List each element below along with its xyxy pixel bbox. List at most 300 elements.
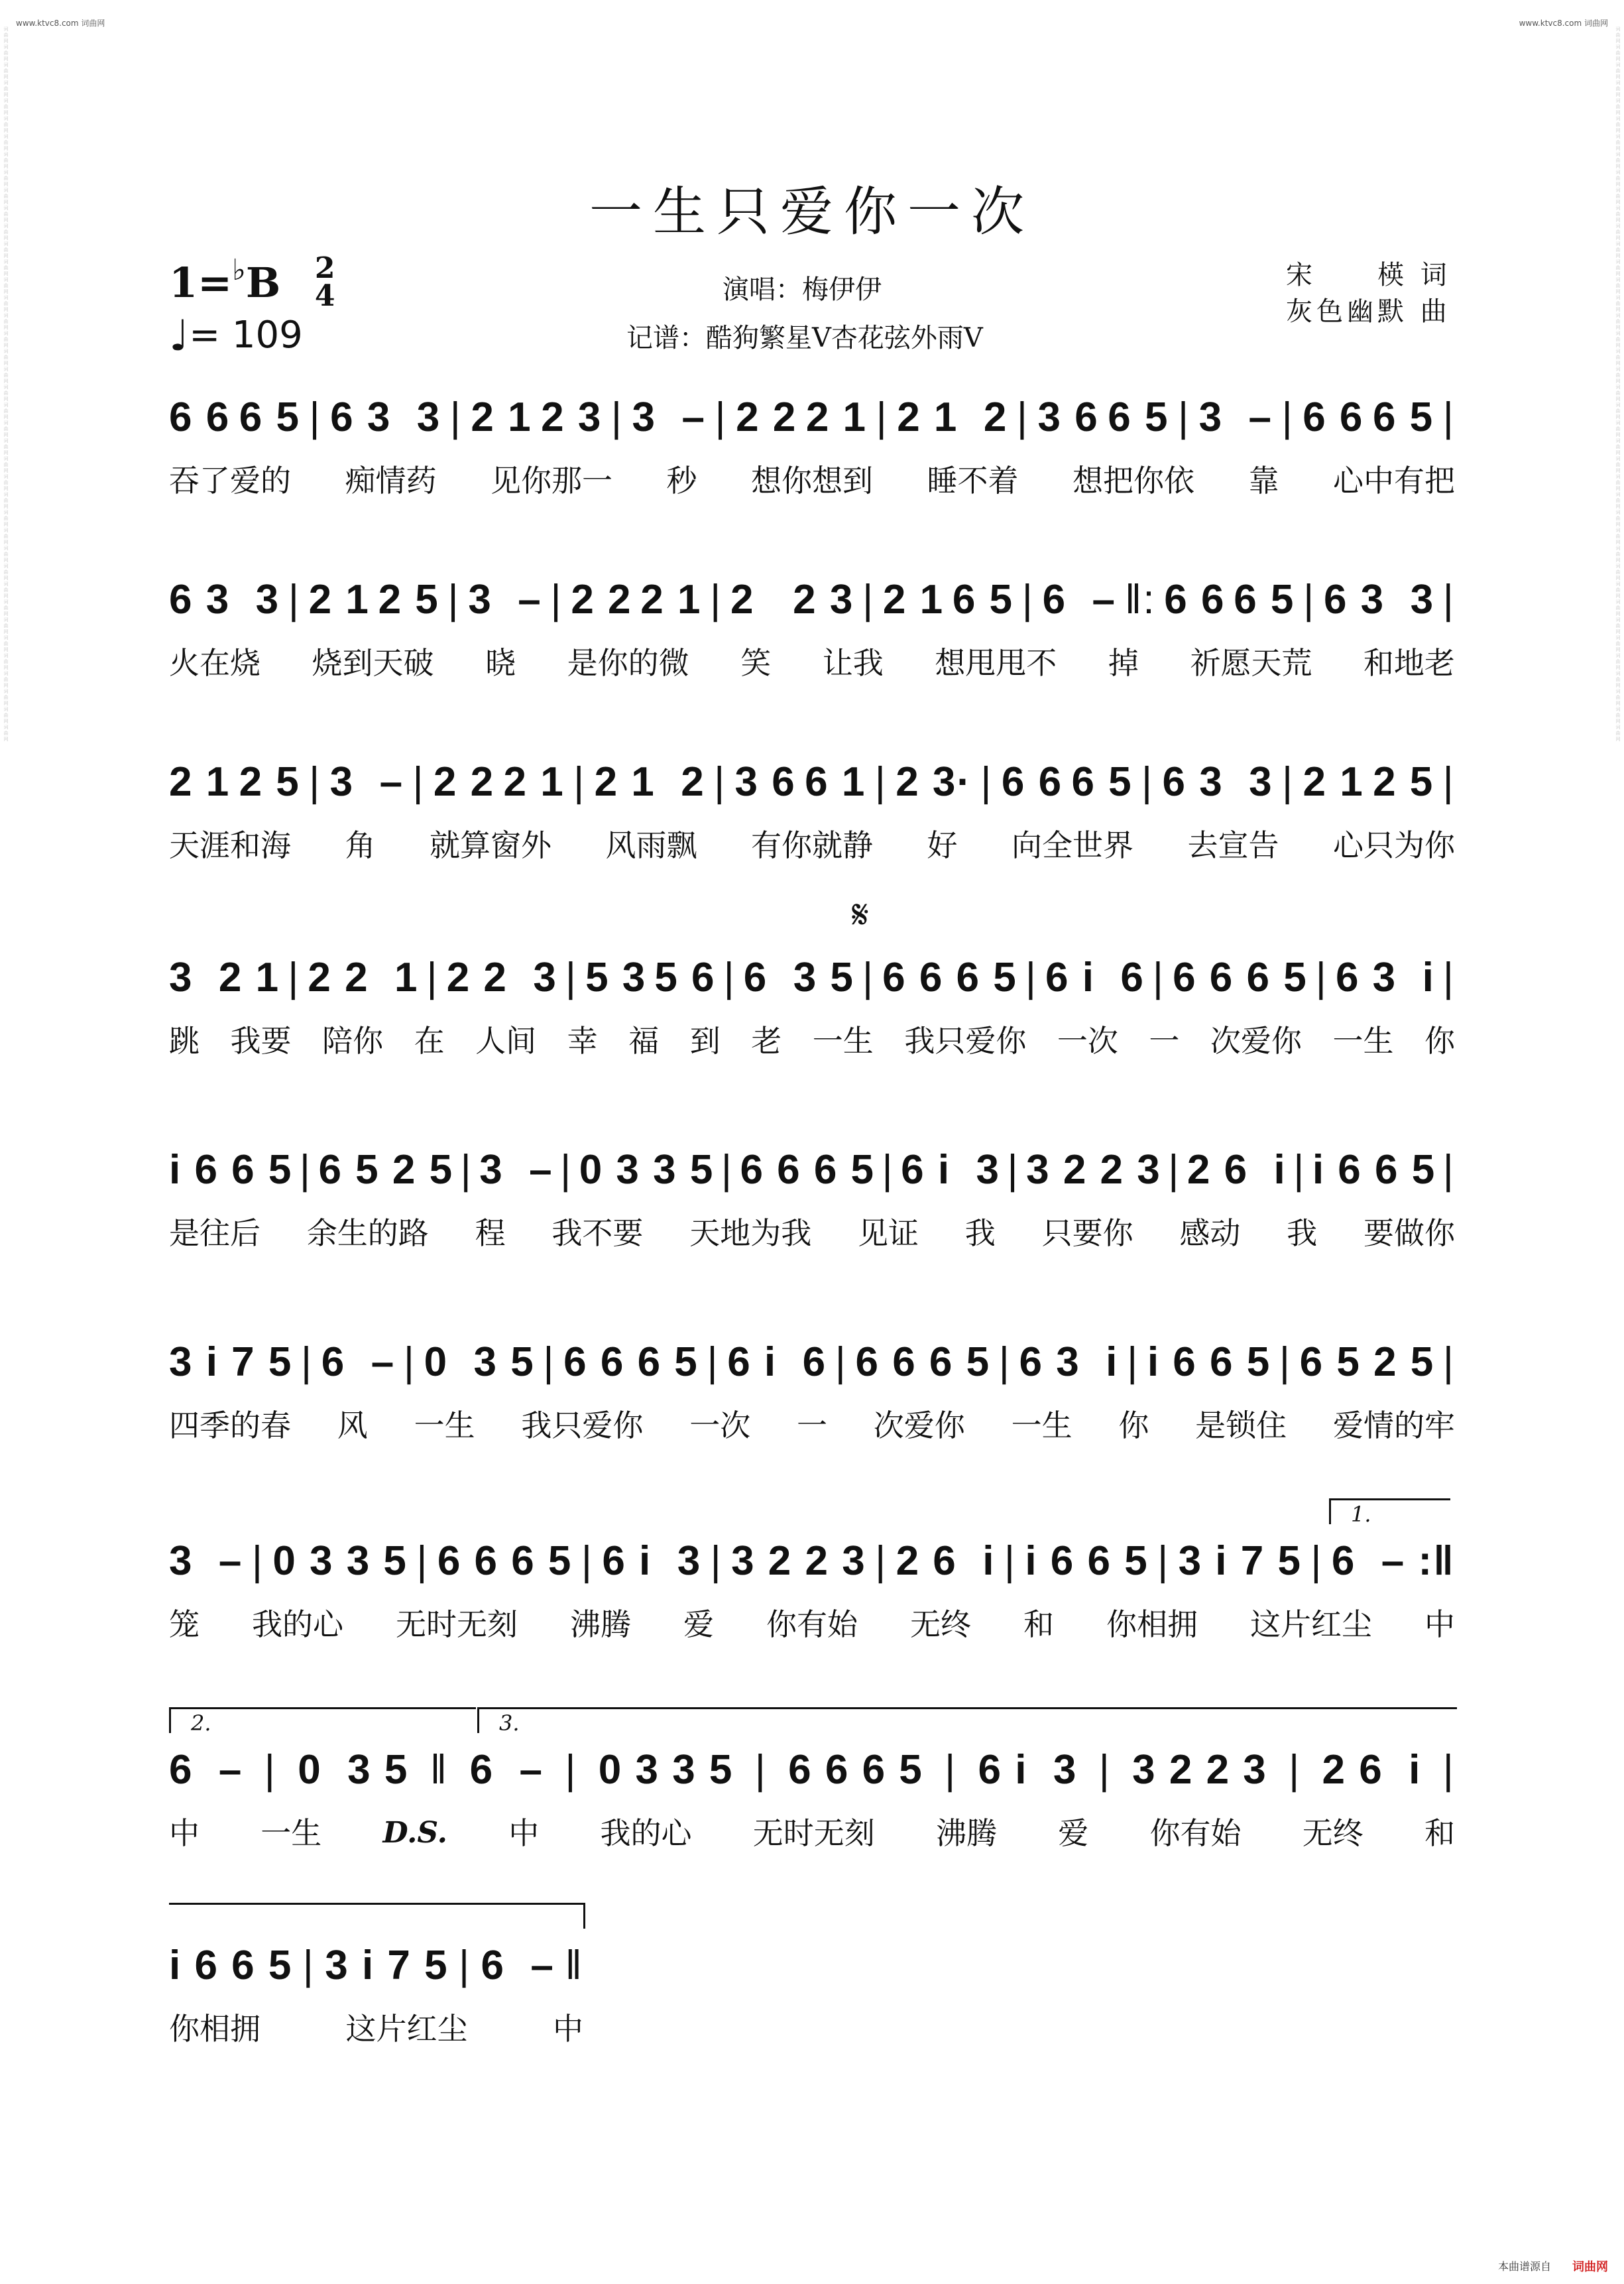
note-group: 2 1 (882, 577, 945, 623)
bar-line: ‖ (430, 1747, 449, 1793)
bar-line: | (251, 1538, 264, 1584)
lyric-phrase: 沸腾 (935, 1815, 997, 1851)
lyric-phrase: 一生 (261, 1815, 322, 1851)
lyric-phrase: 向全世界 (1012, 827, 1133, 863)
volta-continuation (169, 1903, 585, 1929)
bar-line: | (412, 759, 425, 805)
note-group: 6 5 (1071, 759, 1133, 805)
note-group: 2 2 (433, 759, 495, 805)
lyric-phrase: 爱情的牢 (1332, 1408, 1455, 1443)
lyric-phrase: 我要 (230, 1023, 292, 1059)
note-group: 2 1 (503, 759, 565, 805)
lyric-phrase: 一次 (689, 1408, 751, 1443)
bar-line: | (288, 577, 300, 623)
note-group: 6 i 6 (727, 1339, 827, 1385)
bar-line: | (560, 1147, 573, 1193)
lyric-phrase: 一生 (1332, 1023, 1394, 1059)
note-group: 6 i 6 (1045, 955, 1145, 1000)
bar-line: | (1152, 955, 1165, 1000)
lyric-phrase: 吞了爱的 (169, 463, 291, 499)
lyric-phrase: 一生 (1011, 1408, 1073, 1443)
lyric-phrase: 你相拥 (1106, 1606, 1198, 1642)
note-group: 3 2 2 3 (1132, 1747, 1267, 1793)
bar-line: | (1021, 577, 1034, 623)
left-watermark-strip: 词曲网词曲网词曲网词曲网词曲网词曲网词曲网词曲网词曲网词曲网词曲网词曲网词曲网词曲网词曲网词曲网词曲网词曲网词曲网词曲网词曲网词曲网词曲网词曲网词曲网词曲网词曲网词曲网词曲网词曲网词曲网词曲网词曲网词曲网词曲网词曲网词曲网词曲网词曲网词曲网 (3, 27, 9, 743)
note-group: i 6 6 5 (169, 1147, 293, 1193)
bar-line: | (874, 759, 887, 805)
note-group: 6 – (321, 1339, 396, 1385)
bar-line: | (1442, 759, 1455, 805)
bar-line: | (721, 1147, 733, 1193)
bar-line: | (980, 759, 993, 805)
bar-line: | (565, 1747, 577, 1793)
note-group: 6 3 3 (1323, 577, 1435, 623)
bar-line: | (754, 1747, 767, 1793)
bar-line: ‖: (1124, 577, 1156, 623)
bar-line: | (543, 1339, 555, 1385)
lyric-phrase: 你有始 (1149, 1815, 1242, 1851)
lyric-phrase: 到 (689, 1023, 721, 1059)
notation-row (169, 1137, 1455, 1203)
lyrics-row (169, 1402, 1455, 1449)
time-signature (314, 251, 335, 313)
lyrics-row (169, 640, 1455, 686)
bar-line: | (1442, 577, 1455, 623)
note-group: 0 3 3 5 (598, 1747, 734, 1793)
note-group: 2 2 1 (308, 955, 419, 1000)
note-group: 2 2 (736, 394, 797, 440)
lyric-phrase: 想把你依 (1073, 463, 1194, 499)
note-group: 3 6 (1037, 394, 1099, 440)
note-group: 6 5 2 5 (1299, 1339, 1435, 1385)
note-group: 2 2 3 (446, 955, 557, 1000)
lyric-phrase: 想甩甩不 (935, 645, 1057, 681)
site-url-top-left: www.ktvc8.com 词曲网 (16, 19, 105, 28)
bar-line: | (862, 955, 875, 1000)
note-group: 6 6 (169, 394, 231, 440)
time-top: 2 (314, 251, 335, 285)
note-group: 2 1 (640, 577, 702, 623)
notation-row (169, 749, 1455, 815)
lyric-phrase: 角 (345, 827, 376, 863)
lyric-phrase: 让我 (822, 645, 884, 681)
note-group: 3 i 7 5 (169, 1339, 293, 1385)
lyric-phrase: 就算窗外 (430, 827, 551, 863)
bar-line: | (302, 1943, 315, 1988)
note-group: 2 1 (169, 759, 231, 805)
notation-row (169, 1933, 583, 1999)
composer-credit: 灰色幽默 曲 (1286, 296, 1451, 327)
lyric-phrase: 见你那一 (491, 463, 612, 499)
flat-sign: ♭ (232, 253, 246, 287)
notation-row (169, 1329, 1455, 1396)
lyric-phrase: 爱 (683, 1606, 714, 1642)
transcriber-credit: 记谱：酷狗繁星V杏花弦外雨V (626, 323, 983, 353)
segno-sign: 𝄋 (852, 892, 869, 938)
lyric-phrase: 陪你 (322, 1023, 384, 1059)
volta-label: 1. (1351, 1502, 1371, 1527)
lyric-phrase: 风雨飘 (605, 827, 697, 863)
bar-line: | (723, 955, 736, 1000)
time-bottom: 4 (314, 279, 335, 313)
note-group: 0 3 3 5 (579, 1147, 715, 1193)
dal-segno-mark: D.S. (382, 1816, 447, 1850)
lyrics-row (169, 1601, 1455, 1648)
lyric-phrase: 掉 (1108, 645, 1139, 681)
note-group: 6 5 (1108, 394, 1169, 440)
note-group: 6 – (169, 1747, 243, 1793)
note-group: 2 1 (1303, 759, 1364, 805)
note-group: 2 3· (896, 759, 972, 805)
note-group: 2 1 (471, 394, 532, 440)
tempo-value: = 109 (189, 314, 303, 357)
lyric-phrase: 风 (337, 1408, 368, 1443)
lyric-phrase: 四季的春 (169, 1408, 291, 1443)
lyric-phrase: 要做你 (1363, 1215, 1455, 1251)
bar-line: | (1177, 394, 1190, 440)
lyric-phrase: 我 (1287, 1215, 1318, 1251)
lyric-phrase: 是往后 (169, 1215, 261, 1251)
note-group: 2 3 (541, 394, 603, 440)
lyric-phrase: 感动 (1179, 1215, 1241, 1251)
lyric-phrase: 我 (964, 1215, 996, 1251)
notation-row (169, 945, 1455, 1011)
bar-line: | (1289, 1747, 1301, 1793)
lyric-phrase: 在 (414, 1023, 445, 1059)
lyric-phrase: 次爱你 (1210, 1023, 1302, 1059)
bar-line: | (460, 1147, 473, 1193)
bar-line: | (1016, 394, 1029, 440)
lyric-phrase: 去宣告 (1187, 827, 1279, 863)
bar-line: | (1442, 394, 1455, 440)
bar-line: | (1315, 955, 1328, 1000)
bar-line: ‖ (565, 1943, 583, 1988)
note-group: 6 i 3 (978, 1747, 1078, 1793)
note-group: 2 5 (378, 577, 439, 623)
bar-line: | (1281, 394, 1294, 440)
lyric-phrase: 幸 (567, 1023, 598, 1059)
bar-line: | (1442, 955, 1455, 1000)
note-group: 2 1 2 (594, 759, 705, 805)
lyric-phrase: 睡不着 (927, 463, 1019, 499)
lyric-phrase: 你 (1424, 1023, 1455, 1059)
bar-line: | (301, 1339, 314, 1385)
note-group: 6 3 3 (330, 394, 441, 440)
note-group: 0 3 5 (298, 1747, 409, 1793)
note-group: 3 2 1 (169, 955, 280, 1000)
singer-credit: 演唱：梅伊伊 (723, 274, 882, 305)
bar-line: | (299, 1147, 312, 1193)
key-note: B (245, 259, 281, 307)
lyric-phrase: 你相拥 (169, 2011, 261, 2047)
bar-line: | (875, 1538, 888, 1584)
lyrics-row (169, 1810, 1455, 1856)
lyric-phrase: 这片红尘 (345, 2011, 468, 2047)
site-url-top-right: www.ktvc8.com 词曲网 (1519, 19, 1608, 28)
note-group: 6 6 (1164, 577, 1226, 623)
bar-line: | (1127, 1339, 1139, 1385)
note-group: 3 i 7 5 (1178, 1538, 1302, 1584)
notation-row (169, 385, 1455, 451)
bar-line: | (449, 394, 462, 440)
bar-line: | (1442, 1747, 1455, 1793)
lyricist-credit: 宋 楧 词 (1286, 260, 1451, 290)
bar-line: | (403, 1339, 416, 1385)
key-prefix: 1= (169, 259, 233, 307)
note-group: 2 5 (239, 759, 300, 805)
note-group: 3 6 (734, 759, 796, 805)
right-watermark-strip: 词曲网词曲网词曲网词曲网词曲网词曲网词曲网词曲网词曲网词曲网词曲网词曲网词曲网词曲网词曲网词曲网词曲网词曲网词曲网词曲网词曲网词曲网词曲网词曲网词曲网词曲网词曲网词曲网词曲网词曲网词曲网词曲网词曲网词曲网词曲网词曲网词曲网词曲网词曲网词曲网 (1615, 27, 1621, 743)
bar-line: | (998, 1339, 1011, 1385)
bar-line: | (416, 1538, 429, 1584)
note-group: 6 i 3 (901, 1147, 1001, 1193)
lyric-phrase: 烧到天破 (312, 645, 434, 681)
lyric-phrase: 心中有把 (1333, 463, 1455, 499)
lyrics-row (169, 2006, 583, 2052)
bar-line: | (882, 1147, 894, 1193)
lyric-phrase: 无终 (1302, 1815, 1363, 1851)
bar-line: | (1157, 1538, 1170, 1584)
note-group: 5 3 (585, 955, 647, 1000)
footer-source: 本曲谱源自 (1497, 2260, 1551, 2273)
footer-brand: 词曲网 (1572, 2260, 1608, 2274)
bar-line: | (565, 955, 578, 1000)
note-group: 6 – (1042, 577, 1116, 623)
song-title: 一生只爱你一次 (589, 181, 1035, 243)
note-group: 6 3 i (1335, 955, 1435, 1000)
lyric-phrase: 晓 (485, 645, 516, 681)
bar-line: | (1293, 1147, 1306, 1193)
note-group: 6 6 6 5 (740, 1147, 876, 1193)
lyric-phrase: 笼 (169, 1606, 200, 1642)
bar-line: | (715, 394, 727, 440)
note-group: 6 – (481, 1943, 555, 1988)
bar-line: | (264, 1747, 276, 1793)
lyric-phrase: 天涯和海 (169, 827, 291, 863)
note-group: 6 5 (952, 577, 1014, 623)
lyric-phrase: 天地为我 (689, 1215, 812, 1251)
bar-line: | (581, 1538, 593, 1584)
note-group: 2 1 2 (897, 394, 1008, 440)
lyric-phrase: 有你就静 (751, 827, 873, 863)
note-group: 6 6 6 5 (437, 1538, 573, 1584)
note-group: 6 5 (1234, 577, 1295, 623)
lyric-phrase: 中 (508, 1815, 540, 1851)
note-group: 2 6 i (1322, 1747, 1422, 1793)
lyric-phrase: 这片红尘 (1250, 1606, 1372, 1642)
lyric-phrase: 爱 (1058, 1815, 1089, 1851)
lyric-phrase: 次爱你 (873, 1408, 965, 1443)
note-group: 2 2 (571, 577, 632, 623)
lyric-phrase: 和 (1023, 1606, 1054, 1642)
volta-bracket-3 (477, 1707, 1457, 1736)
note-group: 2 2 3 (730, 577, 854, 623)
note-group: 0 3 5 (424, 1339, 535, 1385)
bar-line: | (1303, 577, 1316, 623)
bar-line: | (945, 1747, 957, 1793)
lyric-phrase: 好 (927, 827, 958, 863)
note-group: 6 5 (1372, 394, 1434, 440)
lyric-phrase: 和 (1424, 1815, 1455, 1851)
lyric-phrase: 你有始 (766, 1606, 858, 1642)
lyric-phrase: 火在烧 (169, 645, 261, 681)
note-group: 6 6 6 5 (788, 1747, 923, 1793)
note-group: 6 3 5 (743, 955, 854, 1000)
lyric-phrase: 一生 (414, 1408, 475, 1443)
lyric-phrase: 心只为你 (1333, 827, 1455, 863)
note-group: 6 1 (805, 759, 866, 805)
note-group: 3 – (1198, 394, 1273, 440)
lyric-phrase: 一次 (1057, 1023, 1118, 1059)
lyric-phrase: 中 (553, 2011, 583, 2047)
lyric-phrase: 一生 (812, 1023, 874, 1059)
lyric-phrase: 一 (1149, 1023, 1180, 1059)
note-group: 6 3 3 (169, 577, 280, 623)
lyric-phrase: 无终 (910, 1606, 971, 1642)
lyric-phrase: 无时无刻 (396, 1606, 518, 1642)
lyric-phrase: 无时无刻 (752, 1815, 875, 1851)
lyric-phrase: 痴情药 (345, 463, 437, 499)
note-group: 2 5 (1373, 759, 1434, 805)
note-group: 3 – (468, 577, 542, 623)
volta-label: 3. (499, 1711, 520, 1736)
note-group: 6 6 (1303, 394, 1364, 440)
lyrics-row (169, 1018, 1455, 1064)
lyric-phrase: 我的心 (600, 1815, 692, 1851)
lyric-phrase: 我不要 (551, 1215, 644, 1251)
bar-line: | (288, 955, 300, 1000)
volta-bracket-1 (1329, 1498, 1450, 1527)
lyric-phrase: 跳 (169, 1023, 200, 1059)
lyric-phrase: 人间 (475, 1023, 537, 1059)
note-group: 3 – (329, 759, 404, 805)
lyrics-row (169, 1210, 1455, 1256)
lyric-phrase: 和地老 (1363, 645, 1455, 681)
bar-line: | (835, 1339, 847, 1385)
note-group: 2 1 (805, 394, 868, 440)
note-group: 6 3 3 (1162, 759, 1273, 805)
lyric-phrase: 只要你 (1041, 1215, 1133, 1251)
bar-line: | (550, 577, 563, 623)
note-group: i 6 6 5 (1147, 1339, 1271, 1385)
lyric-phrase: 中 (1424, 1606, 1455, 1642)
note-group: 5 6 (654, 955, 716, 1000)
lyric-phrase: 你 (1118, 1408, 1149, 1443)
note-group: 2 6 i (1187, 1147, 1287, 1193)
bar-line: | (1098, 1747, 1111, 1793)
bar-line: | (707, 1339, 719, 1385)
volta-bracket-2 (169, 1707, 476, 1736)
lyric-phrase: 福 (628, 1023, 660, 1059)
bar-line: | (1442, 1339, 1455, 1385)
note-group: i 6 6 5 (169, 1943, 293, 1988)
lyric-phrase: 我只爱你 (521, 1408, 644, 1443)
lyric-phrase: 见证 (857, 1215, 919, 1251)
note-group: 6 6 6 5 (1173, 955, 1308, 1000)
notation-row (169, 1737, 1455, 1803)
bar-line: | (1310, 1538, 1323, 1584)
bar-line: | (426, 955, 439, 1000)
bar-line: | (1442, 1147, 1455, 1193)
note-group: 3 i 7 5 (325, 1943, 449, 1988)
note-group: 6 6 6 5 (855, 1339, 991, 1385)
bar-line: | (1004, 1538, 1016, 1584)
tempo-marking (169, 312, 303, 361)
lyrics-row (169, 457, 1455, 504)
note-group: 3 – (479, 1147, 553, 1193)
notation-row (169, 567, 1455, 633)
bar-line: | (1279, 1339, 1291, 1385)
note-group: 3 2 2 3 (731, 1538, 866, 1584)
bar-line: | (309, 759, 321, 805)
bar-line: | (862, 577, 875, 623)
bar-line: | (610, 394, 623, 440)
lyric-phrase: 一 (796, 1408, 827, 1443)
note-group: 6 5 (239, 394, 300, 440)
volta-label: 2. (191, 1711, 211, 1736)
lyric-phrase: 靠 (1248, 463, 1279, 499)
note-group: 2 6 i (896, 1538, 996, 1584)
bar-line: | (459, 1943, 471, 1988)
lyric-phrase: 沸腾 (570, 1606, 631, 1642)
note-group: i 6 6 5 (1312, 1147, 1436, 1193)
bar-line: | (1025, 955, 1037, 1000)
lyric-phrase: 余生的路 (306, 1215, 429, 1251)
bar-line: | (710, 577, 723, 623)
lyrics-row (169, 822, 1455, 869)
bar-line: | (1168, 1147, 1181, 1193)
lyric-phrase: 我的心 (252, 1606, 343, 1642)
bar-line: | (447, 577, 460, 623)
bar-line: | (573, 759, 586, 805)
lyric-phrase: 是锁住 (1195, 1408, 1287, 1443)
lyric-phrase: 程 (475, 1215, 506, 1251)
lyric-phrase: 笑 (740, 645, 772, 681)
bar-line: | (876, 394, 888, 440)
note-group: 3 – (632, 394, 706, 440)
note-group: 6 – :‖ (1331, 1538, 1455, 1584)
note-group: 6 6 6 5 (563, 1339, 699, 1385)
bar-line: | (1282, 759, 1295, 805)
lyric-phrase: 想你想到 (751, 463, 873, 499)
lyric-phrase: 中 (169, 1815, 200, 1851)
note-group: 3 2 2 3 (1026, 1147, 1161, 1193)
note-group: 2 1 (308, 577, 370, 623)
note-group: 6 – (469, 1747, 544, 1793)
bar-line: | (714, 759, 726, 805)
key-signature (169, 251, 335, 314)
note-group: 6 6 6 5 (882, 955, 1017, 1000)
lyric-phrase: 我只爱你 (904, 1023, 1027, 1059)
bar-line: | (1141, 759, 1154, 805)
quarter-note-icon: ♩ (169, 312, 190, 361)
note-group: 6 5 2 5 (318, 1147, 454, 1193)
lyric-phrase: 老 (751, 1023, 782, 1059)
bar-line: | (710, 1538, 723, 1584)
note-group: 6 6 (1001, 759, 1063, 805)
notation-row (169, 1528, 1455, 1594)
bar-line: | (309, 394, 321, 440)
bar-line: | (1007, 1147, 1019, 1193)
note-group: 3 – (169, 1538, 243, 1584)
lyric-phrase: 是你的微 (567, 645, 689, 681)
lyric-phrase: 秒 (666, 463, 697, 499)
note-group: 0 3 3 5 (272, 1538, 408, 1584)
note-group: 6 i 3 (602, 1538, 702, 1584)
note-group: i 6 6 5 (1025, 1538, 1149, 1584)
note-group: 6 3 i (1019, 1339, 1119, 1385)
lyric-phrase: 祈愿天荒 (1190, 645, 1312, 681)
